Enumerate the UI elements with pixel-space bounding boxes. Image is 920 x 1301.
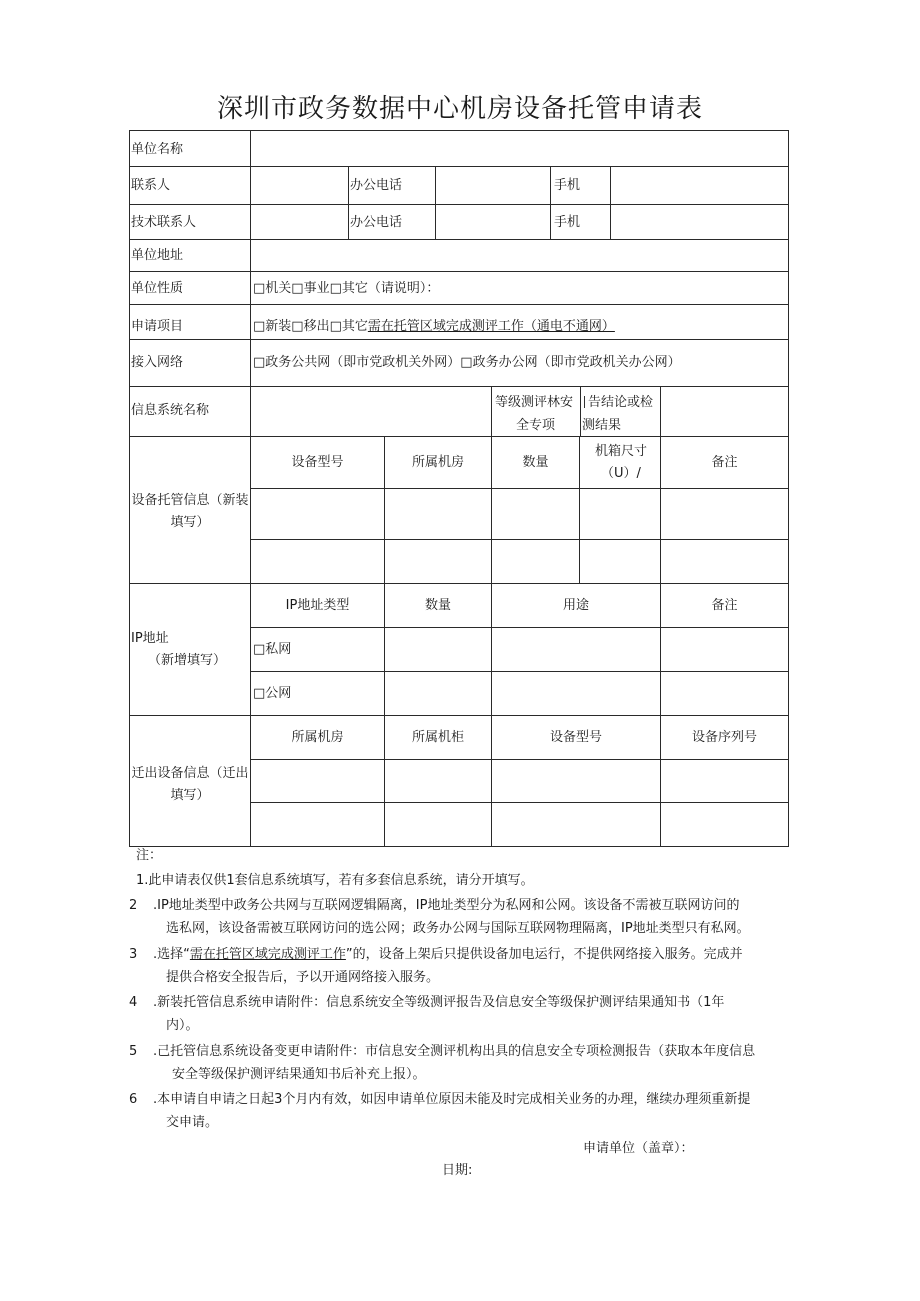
column-divider xyxy=(435,166,436,240)
report-label-line2: 测结果 xyxy=(582,418,622,433)
row-divider xyxy=(129,436,789,437)
system-name-field[interactable] xyxy=(252,388,490,435)
moveout-header-model: 设备型号 xyxy=(549,730,602,745)
ip-section-label: IP地址 xyxy=(131,631,169,646)
row-divider xyxy=(250,671,789,672)
table-border-top xyxy=(129,130,789,131)
ip-header-quantity: 数量 xyxy=(424,598,451,613)
level-test-label-line2: 全专项 xyxy=(516,418,556,433)
row-divider xyxy=(250,627,789,628)
note-4-number: 4 xyxy=(129,995,138,1010)
moveout-data-row[interactable] xyxy=(252,761,786,801)
note-3-number: 3 xyxy=(129,947,138,962)
report-result-field[interactable] xyxy=(662,388,787,435)
column-divider xyxy=(491,386,492,437)
tech-mobile-label: 手机 xyxy=(554,215,581,230)
ip-private-checkbox[interactable]: □私网 xyxy=(253,642,292,657)
row-divider xyxy=(250,539,789,540)
address-field[interactable] xyxy=(252,241,786,270)
contact-field[interactable] xyxy=(252,168,347,203)
hosting-header-quantity: 数量 xyxy=(522,455,549,470)
mobile-label: 手机 xyxy=(554,178,581,193)
note-5-line2: 安全等级保护测评结果通知书后补充上报）。 xyxy=(172,1067,426,1082)
hosting-header-model: 设备型号 xyxy=(291,455,344,470)
note-5-line1: .己托管信息系统设备变更申请附件：市信息安全测评机构出具的信息安全专项检测报告（获取本年度信息 xyxy=(153,1044,756,1059)
hosting-header-room: 所属机房 xyxy=(411,455,464,470)
network-options[interactable]: □政务公共网（即市党政机关外网）□政务办公网（即市党政机关办公网） xyxy=(253,355,681,370)
note-4-line1: .新装托管信息系统申请附件：信息系统安全等级测评报告及信息安全等级保护测评结果通知书（1年 xyxy=(153,995,725,1010)
note-6-line2: 交申请。 xyxy=(166,1115,219,1130)
table-border-left xyxy=(129,130,130,847)
moveout-header-serial: 设备序列号 xyxy=(691,730,757,745)
mobile-field[interactable] xyxy=(612,168,787,203)
hosting-data-row[interactable] xyxy=(252,541,786,582)
note-3-line2: 提供合格安全报告后，予以开通网络接入服务。 xyxy=(166,970,440,985)
moveout-data-row[interactable] xyxy=(252,804,786,845)
note-3-text-b: 需在托管区域完成测评工作 xyxy=(189,947,346,962)
report-label-line1: 告结论或检 xyxy=(588,395,654,410)
label-separator xyxy=(584,396,585,408)
note-2-number: 2 xyxy=(129,898,138,913)
applicant-seal-label: 申请单位（盖章）： xyxy=(583,1141,694,1156)
row-divider xyxy=(129,386,789,387)
office-phone-label: 办公电话 xyxy=(350,178,403,193)
row-divider xyxy=(129,339,789,340)
tech-contact-label: 技术联系人 xyxy=(131,215,197,230)
ip-section-sublabel: （新增填写） xyxy=(148,653,227,668)
unit-name-label: 单位名称 xyxy=(131,142,184,157)
column-divider xyxy=(348,166,349,240)
unit-name-field[interactable] xyxy=(252,132,786,165)
hosting-section-label: 设备托管信息（新装填写） xyxy=(131,493,249,530)
network-label: 接入网络 xyxy=(131,355,184,370)
note-5-number: 5 xyxy=(129,1044,138,1059)
row-divider xyxy=(129,304,789,305)
row-divider xyxy=(129,271,789,272)
note-2-line1: .IP地址类型中政务公共网与互联网逻辑隔离，IP地址类型分为私网和公网。该设备不需被互联网访问的 xyxy=(153,898,740,913)
note-6-line1: .本申请自申请之日起3个月内有效，如因申请单位原因未能及时完成相关业务的办理，继续办理须重新提 xyxy=(153,1092,751,1107)
date-label: 日期: xyxy=(442,1163,473,1178)
note-3-text-c: ”的，设备上架后只提供设备加电运行，不提供网络接入服务。完成并 xyxy=(345,947,743,962)
system-name-label: 信息系统名称 xyxy=(131,403,210,418)
office-phone-field[interactable] xyxy=(437,168,549,203)
note-2-line2: 选私网，该设备需被互联网访问的选公网；政务办公网与国际互联网物理隔离，IP地址类型只有私网。 xyxy=(166,921,750,936)
table-border-bottom xyxy=(129,846,789,847)
row-divider xyxy=(250,802,789,803)
row-divider xyxy=(129,715,789,716)
column-divider xyxy=(610,166,611,240)
apply-item-extra-note: 需在托管区域完成测评工作（通电不通网） xyxy=(367,319,615,334)
moveout-header-room: 所属机房 xyxy=(291,730,344,745)
note-6-number: 6 xyxy=(129,1092,138,1107)
contact-label: 联系人 xyxy=(131,178,171,193)
apply-item-label: 申请项目 xyxy=(131,319,184,334)
moveout-section-label: 迁出设备信息（迁出填写） xyxy=(131,766,249,803)
nature-label: 单位性质 xyxy=(131,281,184,296)
moveout-header-cabinet: 所属机柜 xyxy=(411,730,464,745)
hosting-header-remark: 备注 xyxy=(711,455,738,470)
ip-header-type: IP地址类型 xyxy=(285,598,350,613)
row-divider xyxy=(129,239,789,240)
address-label: 单位地址 xyxy=(131,248,184,263)
apply-item-options[interactable] xyxy=(253,318,615,335)
note-3-text-a: .选择“ xyxy=(153,947,190,962)
column-divider xyxy=(580,386,581,437)
hosting-header-chassis-size: 机箱尺寸（U）/ xyxy=(594,444,647,481)
note-1: 1.此申请表仅供1套信息系统填写，若有多套信息系统，请分开填写。 xyxy=(136,873,534,888)
ip-public-checkbox[interactable]: □公网 xyxy=(253,686,292,701)
row-divider xyxy=(250,759,789,760)
tech-office-phone-label: 办公电话 xyxy=(350,215,403,230)
hosting-data-row[interactable] xyxy=(252,490,786,538)
level-test-label-line1: 等级测评林安 xyxy=(495,395,574,410)
page-title: 深圳市政务数据中心机房设备托管申请表 xyxy=(216,94,703,124)
tech-contact-field[interactable] xyxy=(252,206,347,238)
row-divider xyxy=(250,488,789,489)
ip-header-purpose: 用途 xyxy=(562,598,589,613)
note-4-line2: 内）。 xyxy=(166,1018,199,1033)
row-divider xyxy=(129,583,789,584)
row-divider xyxy=(129,204,789,205)
column-divider xyxy=(550,166,551,240)
apply-item-checkboxes[interactable]: □新装□移出□其它 xyxy=(253,319,368,334)
ip-header-remark: 备注 xyxy=(711,598,738,613)
notes-heading: 注： xyxy=(136,848,163,863)
column-divider xyxy=(660,386,661,437)
row-divider xyxy=(129,166,789,167)
tech-mobile-field[interactable] xyxy=(612,206,787,238)
nature-options[interactable]: □机关□事业□其它（请说明）： xyxy=(253,281,440,296)
tech-office-phone-field[interactable] xyxy=(437,206,549,238)
